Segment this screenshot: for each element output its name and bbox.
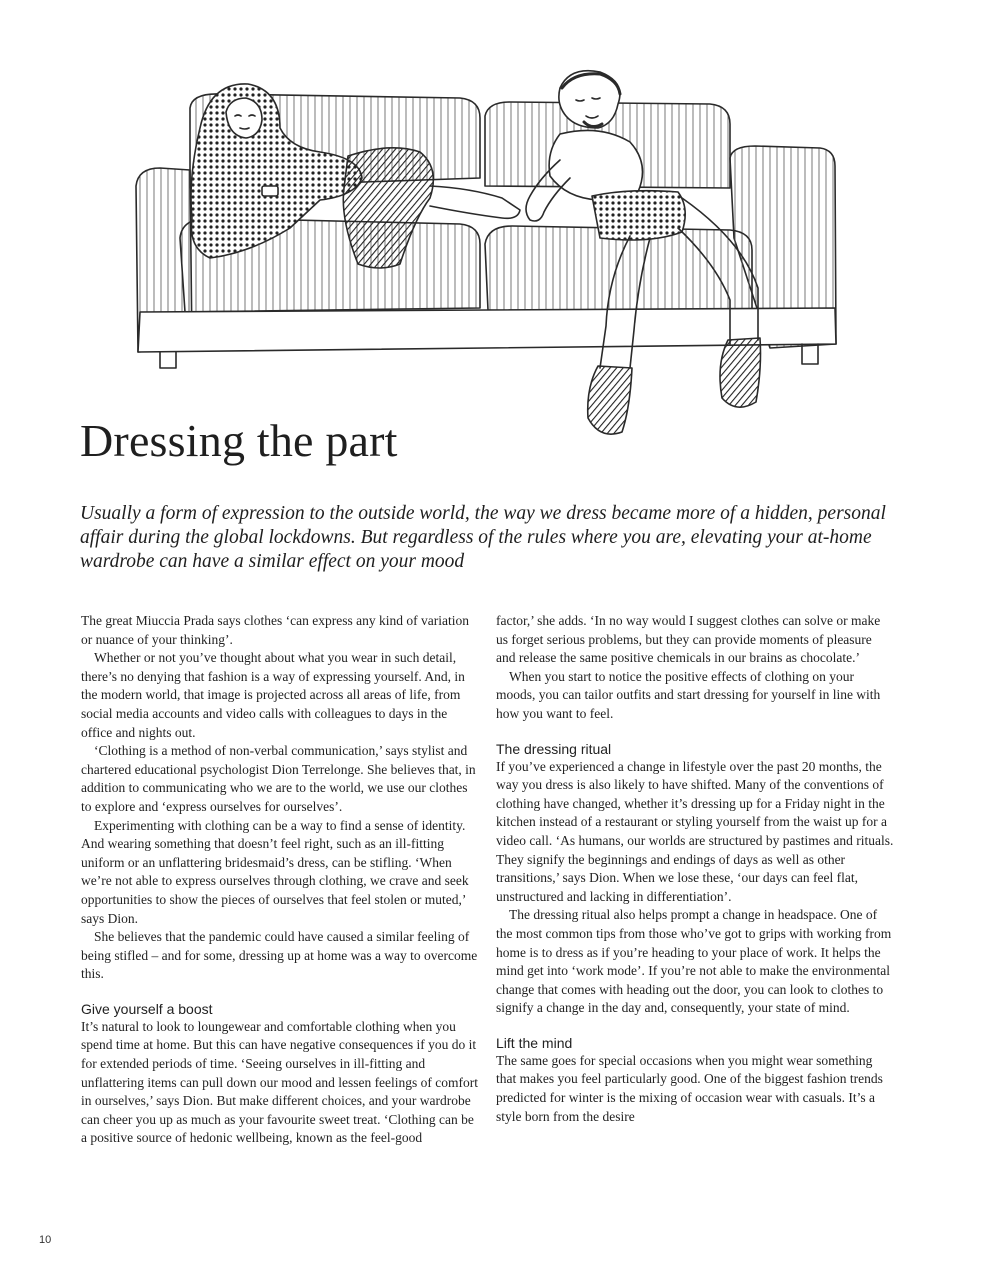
body-paragraph: The dressing ritual also helps prompt a change in headspace. One of the most common tips from those who’ve got to grips with working from home is to dress as if you’re heading to your place of work. It helps the mind get into ‘work mode’. If you’re not able to make the environmental change that comes with heading out the door, you can look to clothes to signify a change in the day and, consequently, your state of mind. [496, 907, 892, 1016]
body-paragraph: When you start to notice the positive effects of clothing on your moods, you can tailor outfits and start dressing for yourself in line with how you want to feel. [496, 668, 881, 721]
body-paragraph: She believes that the pandemic could have caused a similar feeling of being stifled – and for some, dressing up at home was a way to overcome this. [81, 929, 478, 982]
body-paragraph: ‘Clothing is a method of non-verbal communication,’ says stylist and chartered educational psychologist Dion Terrelonge. She believes that, in addition to communicating who we are to the world, we use our clothes to explore and ‘express ourselves for ourselves’. [81, 743, 476, 814]
body-paragraph: The great Miuccia Prada says clothes ‘can express any kind of variation or nuance of your thinking’. [81, 613, 469, 647]
subheading-give-yourself-a-boost: Give yourself a boost [81, 1000, 213, 1017]
body-paragraph: factor,’ she adds. ‘In no way would I suggest clothes can solve or make us forget serious problems, but they can provide moments of pleasure and release the same positive chemicals in our brains as chocolate.’ [496, 613, 881, 666]
subheading-lift-the-mind: Lift the mind [496, 1034, 573, 1051]
left-column [81, 612, 479, 1148]
body-paragraph: The same goes for special occasions when you might wear something that makes you feel particularly good. One of the biggest fashion trends predicted for winter is the mixing of occasion wear with casuals. It’s a style born from the desire [496, 1052, 883, 1124]
subheading-the-dressing-ritual: The dressing ritual [496, 740, 612, 757]
article-title: Dressing the part [80, 415, 398, 466]
body-paragraph: If you’ve experienced a change in lifestyle over the past 20 months, the way you dress is also likely to have shifted. Many of the conventions of clothing have changed, whether it’s dressing up for a Friday night in the kitchen instead of a restaurant or styling yourself from the waist up for a video call. ‘As humans, our worlds are structured by pastimes and rituals. They signify the beginnings and endings of days as well as other transitions,’ says Dion. When we lose these, ‘our days can feel flat, unstructured and lacking in differentiation’. [496, 758, 894, 904]
right-column [496, 612, 894, 1126]
body-paragraph: It’s natural to look to loungewear and comfortable clothing when you spend time at home. But this can have negative consequences if you do it for extended periods of time. ‘Seeing ourselves in ill-fitting and unflattering items can pull down our mood and lessen feelings of comfort in ourselves,’ says Dion. But make different choices, and your wardrobe can cheer you up as much as your favourite sweet treat. ‘Clothing can be a positive source of hedonic wellbeing, known as the feel-good [81, 1018, 479, 1146]
body-paragraph: Experimenting with clothing can be a way to find a sense of identity. And wearing something that doesn’t feel right, such as an ill-fitting uniform or an unflattering bridesmaid’s dress, can be stifling. ‘When we’re not able to express ourselves through clothing, we crave and seek opportunities to show the pieces of ourselves that feel stolen or muted,’ says Dion. [81, 817, 469, 926]
body-paragraph: Whether or not you’ve thought about what you wear in such detail, there’s no denying that fashion is a way of expressing yourself. And, in the modern world, that image is projected across all areas of life, from social media accounts and video calls with colleagues to days in the office and nights out. [81, 650, 465, 740]
couple-on-sofa-illustration [130, 68, 850, 473]
article-standfirst: Usually a form of expression to the outside world, the way we dress became more of a hidden, personal affair during the global lockdowns. But regardless of the rules where you are, elevating your at-home wardrobe can have a similar effect on your mood [80, 503, 886, 572]
page-number: 10 [39, 1234, 52, 1246]
